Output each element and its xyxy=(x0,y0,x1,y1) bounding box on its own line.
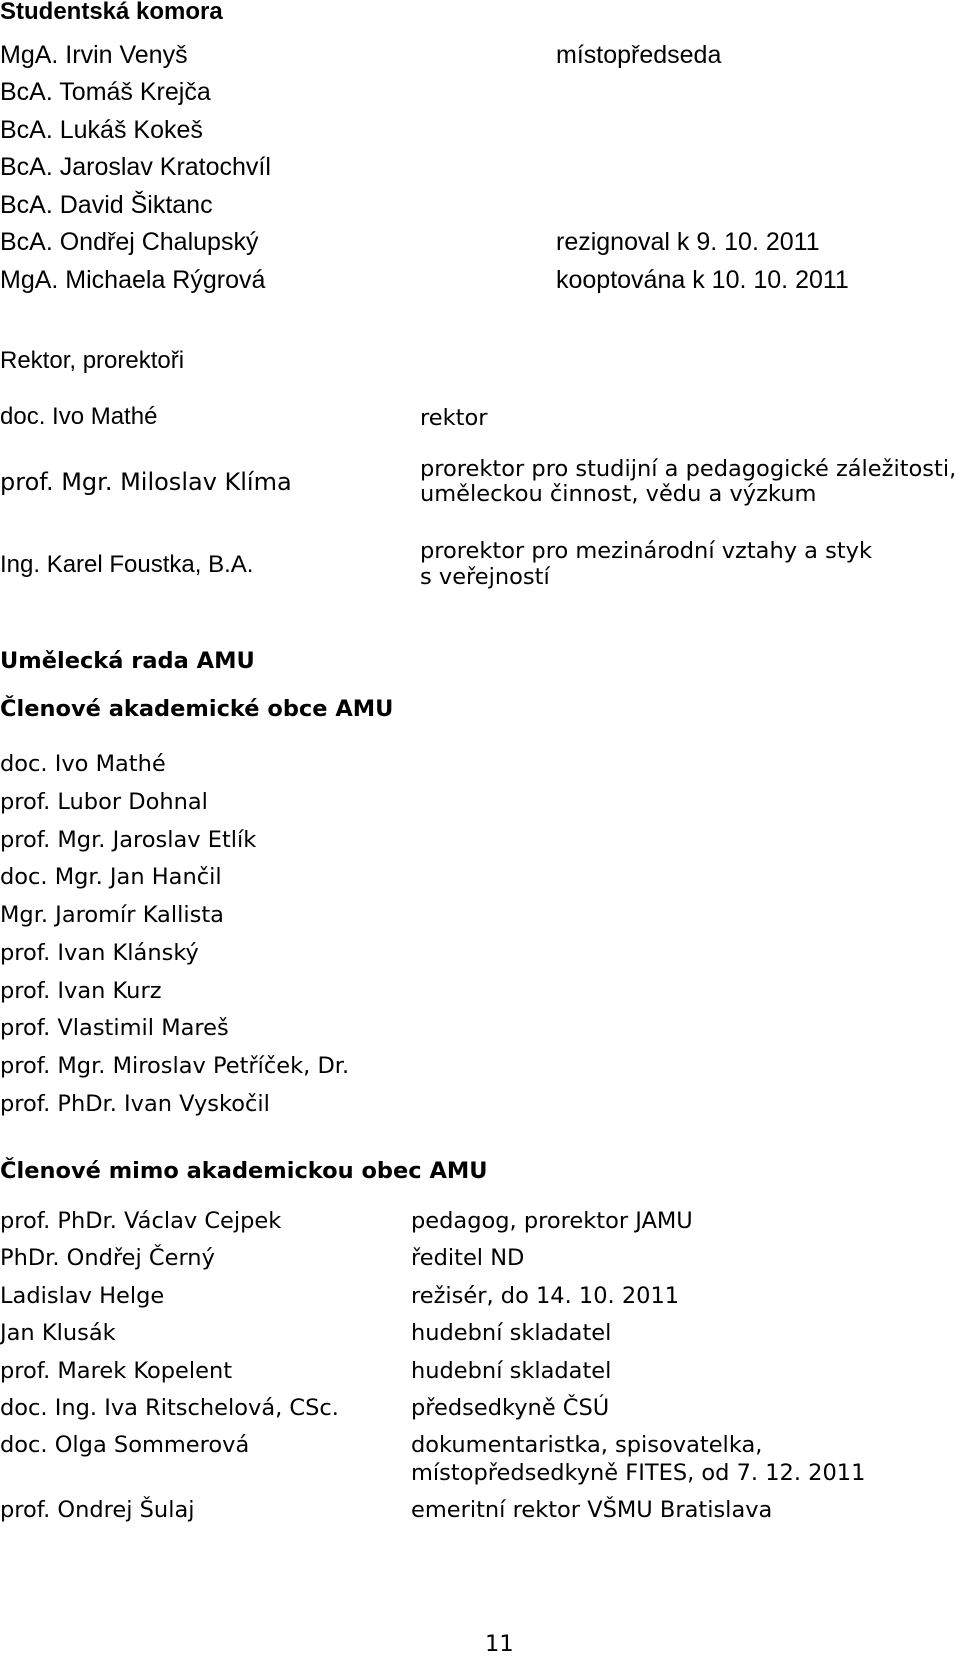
section-heading-art-council: Umělecká rada AMU xyxy=(0,648,255,674)
academic-member: prof. PhDr. Ivan Vyskočil xyxy=(0,1091,270,1117)
external-member-name: prof. Marek Kopelent xyxy=(0,1358,233,1384)
external-member-name: Ladislav Helge xyxy=(0,1283,165,1309)
external-member-name: PhDr. Ondřej Černý xyxy=(0,1245,215,1271)
rector-role: prorektor pro studijní a pedagogické záležitosti, xyxy=(420,456,957,482)
rector-role: s veřejností xyxy=(420,564,550,590)
external-member-name: doc. Ing. Iva Ritschelová, CSc. xyxy=(0,1395,339,1421)
academic-member: prof. Mgr. Jaroslav Etlík xyxy=(0,827,257,853)
academic-member: prof. Vlastimil Mareš xyxy=(0,1015,229,1041)
student-member-name: BcA. Tomáš Krejča xyxy=(0,78,211,106)
external-member-name: Jan Klusák xyxy=(0,1320,116,1346)
rector-name: prof. Mgr. Miloslav Klíma xyxy=(0,468,292,496)
student-member-name: MgA. Irvin Venyš xyxy=(0,41,188,69)
rector-role: prorektor pro mezinárodní vztahy a styk xyxy=(420,538,873,564)
student-member-name: BcA. Jaroslav Kratochvíl xyxy=(0,153,271,181)
rector-name: doc. Ivo Mathé xyxy=(0,403,158,430)
student-member-name: MgA. Michaela Rýgrová xyxy=(0,266,266,294)
external-member-name: prof. Ondrej Šulaj xyxy=(0,1497,195,1523)
external-member-role: předsedkyně ČSÚ xyxy=(411,1395,610,1421)
external-member-name: doc. Olga Sommerová xyxy=(0,1432,250,1458)
student-member-name: BcA. Ondřej Chalupský xyxy=(0,228,259,256)
student-member-name: BcA. Lukáš Kokeš xyxy=(0,116,203,144)
external-member-role: režisér, do 14. 10. 2011 xyxy=(411,1283,680,1309)
student-member-name: BcA. David Šiktanc xyxy=(0,191,213,219)
section-heading-student-chamber: Studentská komora xyxy=(0,0,223,25)
page-number: 11 xyxy=(485,1631,514,1657)
external-member-name: prof. PhDr. Václav Cejpek xyxy=(0,1208,282,1234)
section-heading-rectors: Rektor, prorektoři xyxy=(0,347,185,374)
academic-member: doc. Mgr. Jan Hančil xyxy=(0,864,222,890)
external-member-role: emeritní rektor VŠMU Bratislava xyxy=(411,1497,773,1523)
subsection-heading-external: Členové mimo akademickou obec AMU xyxy=(0,1158,488,1184)
rector-name: Ing. Karel Foustka, B.A. xyxy=(0,551,254,578)
external-member-role: dokumentaristka, spisovatelka, xyxy=(411,1432,763,1458)
external-member-role: hudební skladatel xyxy=(411,1320,612,1346)
student-member-note: místopředseda xyxy=(556,41,722,69)
academic-member: prof. Ivan Kurz xyxy=(0,978,162,1004)
academic-member: prof. Mgr. Miroslav Petříček, Dr. xyxy=(0,1053,350,1079)
external-member-role: místopředsedkyně FITES, od 7. 12. 2011 xyxy=(411,1460,866,1486)
subsection-heading-academic: Členové akademické obce AMU xyxy=(0,696,394,722)
academic-member: Mgr. Jaromír Kallista xyxy=(0,902,224,928)
student-member-note: kooptována k 10. 10. 2011 xyxy=(556,266,849,294)
academic-member: prof. Lubor Dohnal xyxy=(0,789,208,815)
external-member-role: hudební skladatel xyxy=(411,1358,612,1384)
academic-member: doc. Ivo Mathé xyxy=(0,751,166,777)
external-member-role: pedagog, prorektor JAMU xyxy=(411,1208,693,1234)
rector-role: rektor xyxy=(420,405,488,431)
rector-role: uměleckou činnost, vědu a výzkum xyxy=(420,481,817,507)
external-member-role: ředitel ND xyxy=(411,1245,525,1271)
academic-member: prof. Ivan Klánský xyxy=(0,940,199,966)
student-member-note: rezignoval k 9. 10. 2011 xyxy=(556,228,820,256)
